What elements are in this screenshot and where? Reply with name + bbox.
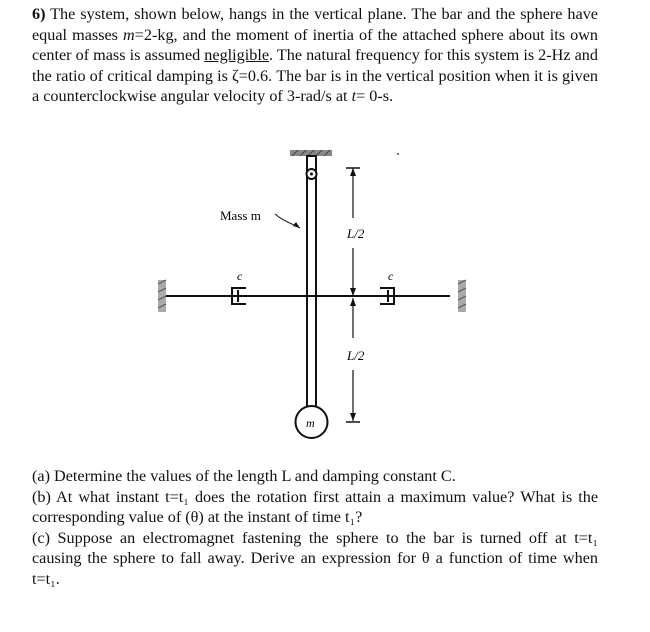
question-parts <box>32 466 598 590</box>
pendulum-figure <box>150 140 480 452</box>
figure-svg <box>150 140 480 452</box>
vertical-bar <box>307 156 316 410</box>
damper-left-label: c <box>237 269 243 283</box>
damper-right-label: c <box>388 269 394 283</box>
part-c: (c) Suppose an electromagnet fastening the sphere to the bar is turned off at t=t₁ causing the sphere to fall away. Derive an expression for θ a function of time when t=t₁. <box>32 528 598 588</box>
length-bottom-label: L/2 <box>347 348 365 363</box>
problem-statement: 6) The system, shown below, hangs in the vertical plane. The bar and the sphere have equal masses m=2-kg, and the moment of inertia of the attached sphere about its own center of mass is assumed negligible. The natural frequency for this system is 2-Hz and the ratio of critical damping is ζ=0.6. The bar is in the vertical position when it is given a counterclockwise angular velocity of 3-rad/s at t= 0-s. <box>32 5 598 106</box>
part-b: (b) At what instant t=t₁ does the rotation first attain a maximum value? What is the corresponding value of (θ) at the instant of time t₁? <box>32 487 598 527</box>
underlined-word: negligible <box>204 46 270 65</box>
length-top-label: L/2 <box>347 226 365 241</box>
mass-label: Mass m <box>220 208 261 223</box>
sphere-label: m <box>306 416 315 430</box>
part-a: (a) Determine the values of the length L and damping constant C. <box>32 467 456 485</box>
problem-number: 6) <box>32 5 46 23</box>
